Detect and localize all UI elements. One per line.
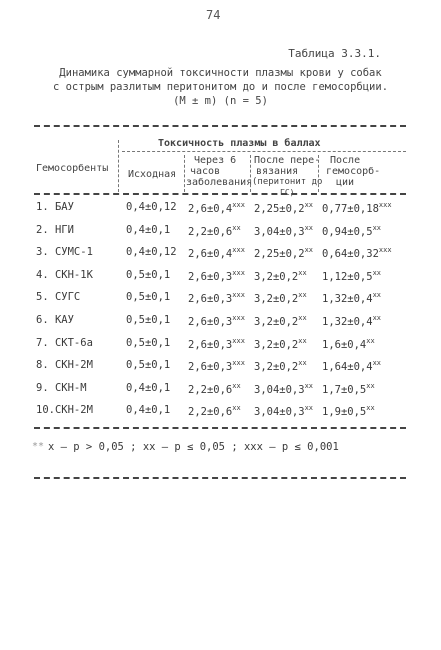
cell-initial <box>126 224 170 236</box>
cell-value: 1,12±0,5 <box>322 271 373 283</box>
cell-value: 1,64±0,4 <box>322 361 373 373</box>
cell-initial <box>126 382 170 394</box>
col-before-line-4: ГС) <box>280 188 295 197</box>
header-divider-4 <box>318 155 319 192</box>
significance-mark: xxx <box>378 201 392 209</box>
cell-name <box>36 404 93 416</box>
cell-after <box>322 337 375 351</box>
significance-mark: xx <box>232 404 241 412</box>
header-rule <box>34 193 406 195</box>
group-rule <box>122 151 406 152</box>
significance-mark: xxx <box>232 359 245 367</box>
cell-value: 1,9±0,5 <box>322 406 367 418</box>
cell-value: 0,5±0,1 <box>126 314 171 326</box>
footnote-rule <box>34 477 406 479</box>
significance-mark: xxx <box>232 291 245 299</box>
cell-name <box>36 382 87 394</box>
cell-after <box>322 201 392 215</box>
cell-value: 1,32±0,4 <box>322 293 373 305</box>
significance-mark: xx <box>298 359 307 367</box>
significance-mark: xx <box>372 291 382 299</box>
cell-value: 7. СКТ-6а <box>36 337 93 349</box>
col-before-line-3: (перитонит до <box>252 177 323 187</box>
cell-value: 2,2±0,6 <box>188 226 233 238</box>
cell-initial <box>126 314 170 326</box>
col-initial-header: Исходная <box>128 169 177 180</box>
cell-after <box>322 246 392 260</box>
significance-mark: xxx <box>232 269 245 277</box>
significance-mark: xx <box>372 314 382 322</box>
cell-value: 3,2±0,2 <box>254 271 299 283</box>
cell-value: 5. СУГС <box>36 291 81 303</box>
significance-mark: xxx <box>232 337 245 345</box>
footnote: x – p > 0,05 ; xx – p ≤ 0,05 ; xxx – p ≤ 0,001 <box>48 441 339 453</box>
significance-mark: xx <box>366 404 375 412</box>
cell-h6 <box>188 201 245 215</box>
significance-mark: xx <box>304 224 314 232</box>
significance-mark: xx <box>366 337 375 345</box>
cell-value: 0,94±0,5 <box>322 226 373 238</box>
cell-value: 2,6±0,4 <box>188 203 233 215</box>
cell-before <box>254 314 307 328</box>
cell-name <box>36 314 74 326</box>
col-after-line-2: гемосорб- <box>326 166 381 177</box>
cell-before <box>254 291 307 305</box>
cell-value: 0,4±0,1 <box>126 404 171 416</box>
col-6h-line-1: Через 6 <box>194 155 237 166</box>
cell-h6 <box>188 382 241 396</box>
cell-name <box>36 246 93 258</box>
cell-value: 2,6±0,4 <box>188 248 233 260</box>
caption-line-3: (M ± m) (n = 5) <box>173 95 268 107</box>
cell-name <box>36 224 74 236</box>
cell-value: 3,2±0,2 <box>254 316 299 328</box>
significance-mark: xx <box>372 269 382 277</box>
significance-mark: xxx <box>378 246 392 254</box>
significance-mark: xx <box>304 404 314 412</box>
significance-mark: xx <box>298 337 307 345</box>
cell-name <box>36 201 74 213</box>
significance-mark: xxx <box>232 314 245 322</box>
cell-value: 2,2±0,6 <box>188 384 233 396</box>
cell-value: 1,6±0,4 <box>322 339 367 351</box>
cell-before <box>254 269 307 283</box>
cell-value: 4. СКН-1К <box>36 269 93 281</box>
cell-value: 3,2±0,2 <box>254 293 299 305</box>
col-6h-line-3: заболевания <box>186 177 253 188</box>
col-after-line-3: ции <box>336 177 355 188</box>
significance-mark: xxx <box>232 201 245 209</box>
cell-value: 2. НГИ <box>36 224 74 236</box>
cell-h6 <box>188 291 245 305</box>
cell-value: 2,6±0,3 <box>188 316 233 328</box>
cell-before <box>254 359 307 373</box>
cell-value: 3,04±0,3 <box>254 226 305 238</box>
col-6h-line-2: часов <box>190 166 221 177</box>
significance-mark: xx <box>232 224 241 232</box>
footnote-mark: ** <box>32 441 45 452</box>
cell-before <box>254 224 313 238</box>
cell-before <box>254 382 313 396</box>
cell-value: 9. СКН-М <box>36 382 87 394</box>
cell-value: 0,5±0,1 <box>126 359 171 371</box>
cell-after <box>322 291 381 305</box>
cell-value: 0,77±0,18 <box>322 203 379 215</box>
cell-value: 2,25±0,2 <box>254 248 305 260</box>
caption-line-2: с острым разлитым перитонитом до и после гемосорбции. <box>52 81 389 93</box>
cell-name <box>36 269 93 281</box>
top-rule <box>34 125 406 127</box>
cell-value: 0,5±0,1 <box>126 291 171 303</box>
cell-value: 1,32±0,4 <box>322 316 373 328</box>
cell-value: 3. СУМС-1 <box>36 246 93 258</box>
cell-value: 2,6±0,3 <box>188 339 233 351</box>
cell-value: 0,5±0,1 <box>126 337 171 349</box>
cell-initial <box>126 359 170 371</box>
cell-value: 8. СКН-2М <box>36 359 93 371</box>
cell-h6 <box>188 269 245 283</box>
cell-after <box>322 269 381 283</box>
cell-value: 0,4±0,1 <box>126 382 171 394</box>
significance-mark: xx <box>232 382 241 390</box>
cell-value: 0,4±0,12 <box>126 201 177 213</box>
cell-value: 0,5±0,1 <box>126 269 171 281</box>
cell-h6 <box>188 314 245 328</box>
cell-initial <box>126 337 170 349</box>
cell-value: 2,25±0,2 <box>254 203 305 215</box>
significance-mark: xx <box>298 291 307 299</box>
cell-name <box>36 291 80 303</box>
cell-initial <box>126 404 170 416</box>
header-divider-3 <box>250 155 251 192</box>
header-divider-2 <box>184 155 185 192</box>
col-sorbent-header: Гемосорбенты <box>36 163 109 174</box>
significance-mark: xx <box>372 224 382 232</box>
significance-mark: xx <box>372 359 382 367</box>
table-label: Таблица 3.3.1. <box>288 47 381 60</box>
cell-value: 1. БАУ <box>36 201 74 213</box>
cell-h6 <box>188 224 241 238</box>
page-number: 74 <box>206 8 221 22</box>
cell-value: 2,6±0,3 <box>188 293 233 305</box>
cell-initial <box>126 246 177 258</box>
header-divider-1 <box>118 140 119 192</box>
significance-mark: xx <box>366 382 375 390</box>
cell-h6 <box>188 404 241 418</box>
cell-after <box>322 314 381 328</box>
cell-value: 0,64±0,32 <box>322 248 379 260</box>
cell-initial <box>126 291 170 303</box>
cell-after <box>322 404 375 418</box>
cell-value: 2,2±0,6 <box>188 406 233 418</box>
cell-before <box>254 201 313 215</box>
col-before-line-2: вязания <box>256 166 299 177</box>
cell-value: 1,7±0,5 <box>322 384 367 396</box>
cell-value: 6. КАУ <box>36 314 74 326</box>
cell-value: 3,04±0,3 <box>254 406 305 418</box>
cell-initial <box>126 201 177 213</box>
cell-before <box>254 404 313 418</box>
significance-mark: xxx <box>232 246 245 254</box>
col-before-line-1: После пере- <box>254 155 321 166</box>
significance-mark: xx <box>304 382 314 390</box>
col-after-line-1: После <box>330 155 361 166</box>
cell-after <box>322 359 381 373</box>
bottom-rule <box>34 427 406 429</box>
significance-mark: xx <box>304 201 314 209</box>
significance-mark: xx <box>298 314 307 322</box>
cell-initial <box>126 269 170 281</box>
significance-mark: xx <box>298 269 307 277</box>
cell-after <box>322 224 381 238</box>
cell-value: 0,4±0,1 <box>126 224 171 236</box>
cell-value: 3,2±0,2 <box>254 339 299 351</box>
cell-value: 2,6±0,3 <box>188 361 233 373</box>
cell-value: 10.СКН-2М <box>36 404 93 416</box>
cell-value: 0,4±0,12 <box>126 246 177 258</box>
cell-name <box>36 337 93 349</box>
group-title: Токсичность плазмы в баллах <box>158 138 321 149</box>
cell-h6 <box>188 359 245 373</box>
cell-h6 <box>188 246 245 260</box>
cell-value: 3,04±0,3 <box>254 384 305 396</box>
cell-value: 3,2±0,2 <box>254 361 299 373</box>
cell-h6 <box>188 337 245 351</box>
cell-name <box>36 359 93 371</box>
cell-after <box>322 382 375 396</box>
caption-line-1: Динамика суммарной токсичности плазмы крови у собак <box>59 67 382 79</box>
cell-before <box>254 337 307 351</box>
cell-before <box>254 246 313 260</box>
significance-mark: xx <box>304 246 314 254</box>
cell-value: 2,6±0,3 <box>188 271 233 283</box>
